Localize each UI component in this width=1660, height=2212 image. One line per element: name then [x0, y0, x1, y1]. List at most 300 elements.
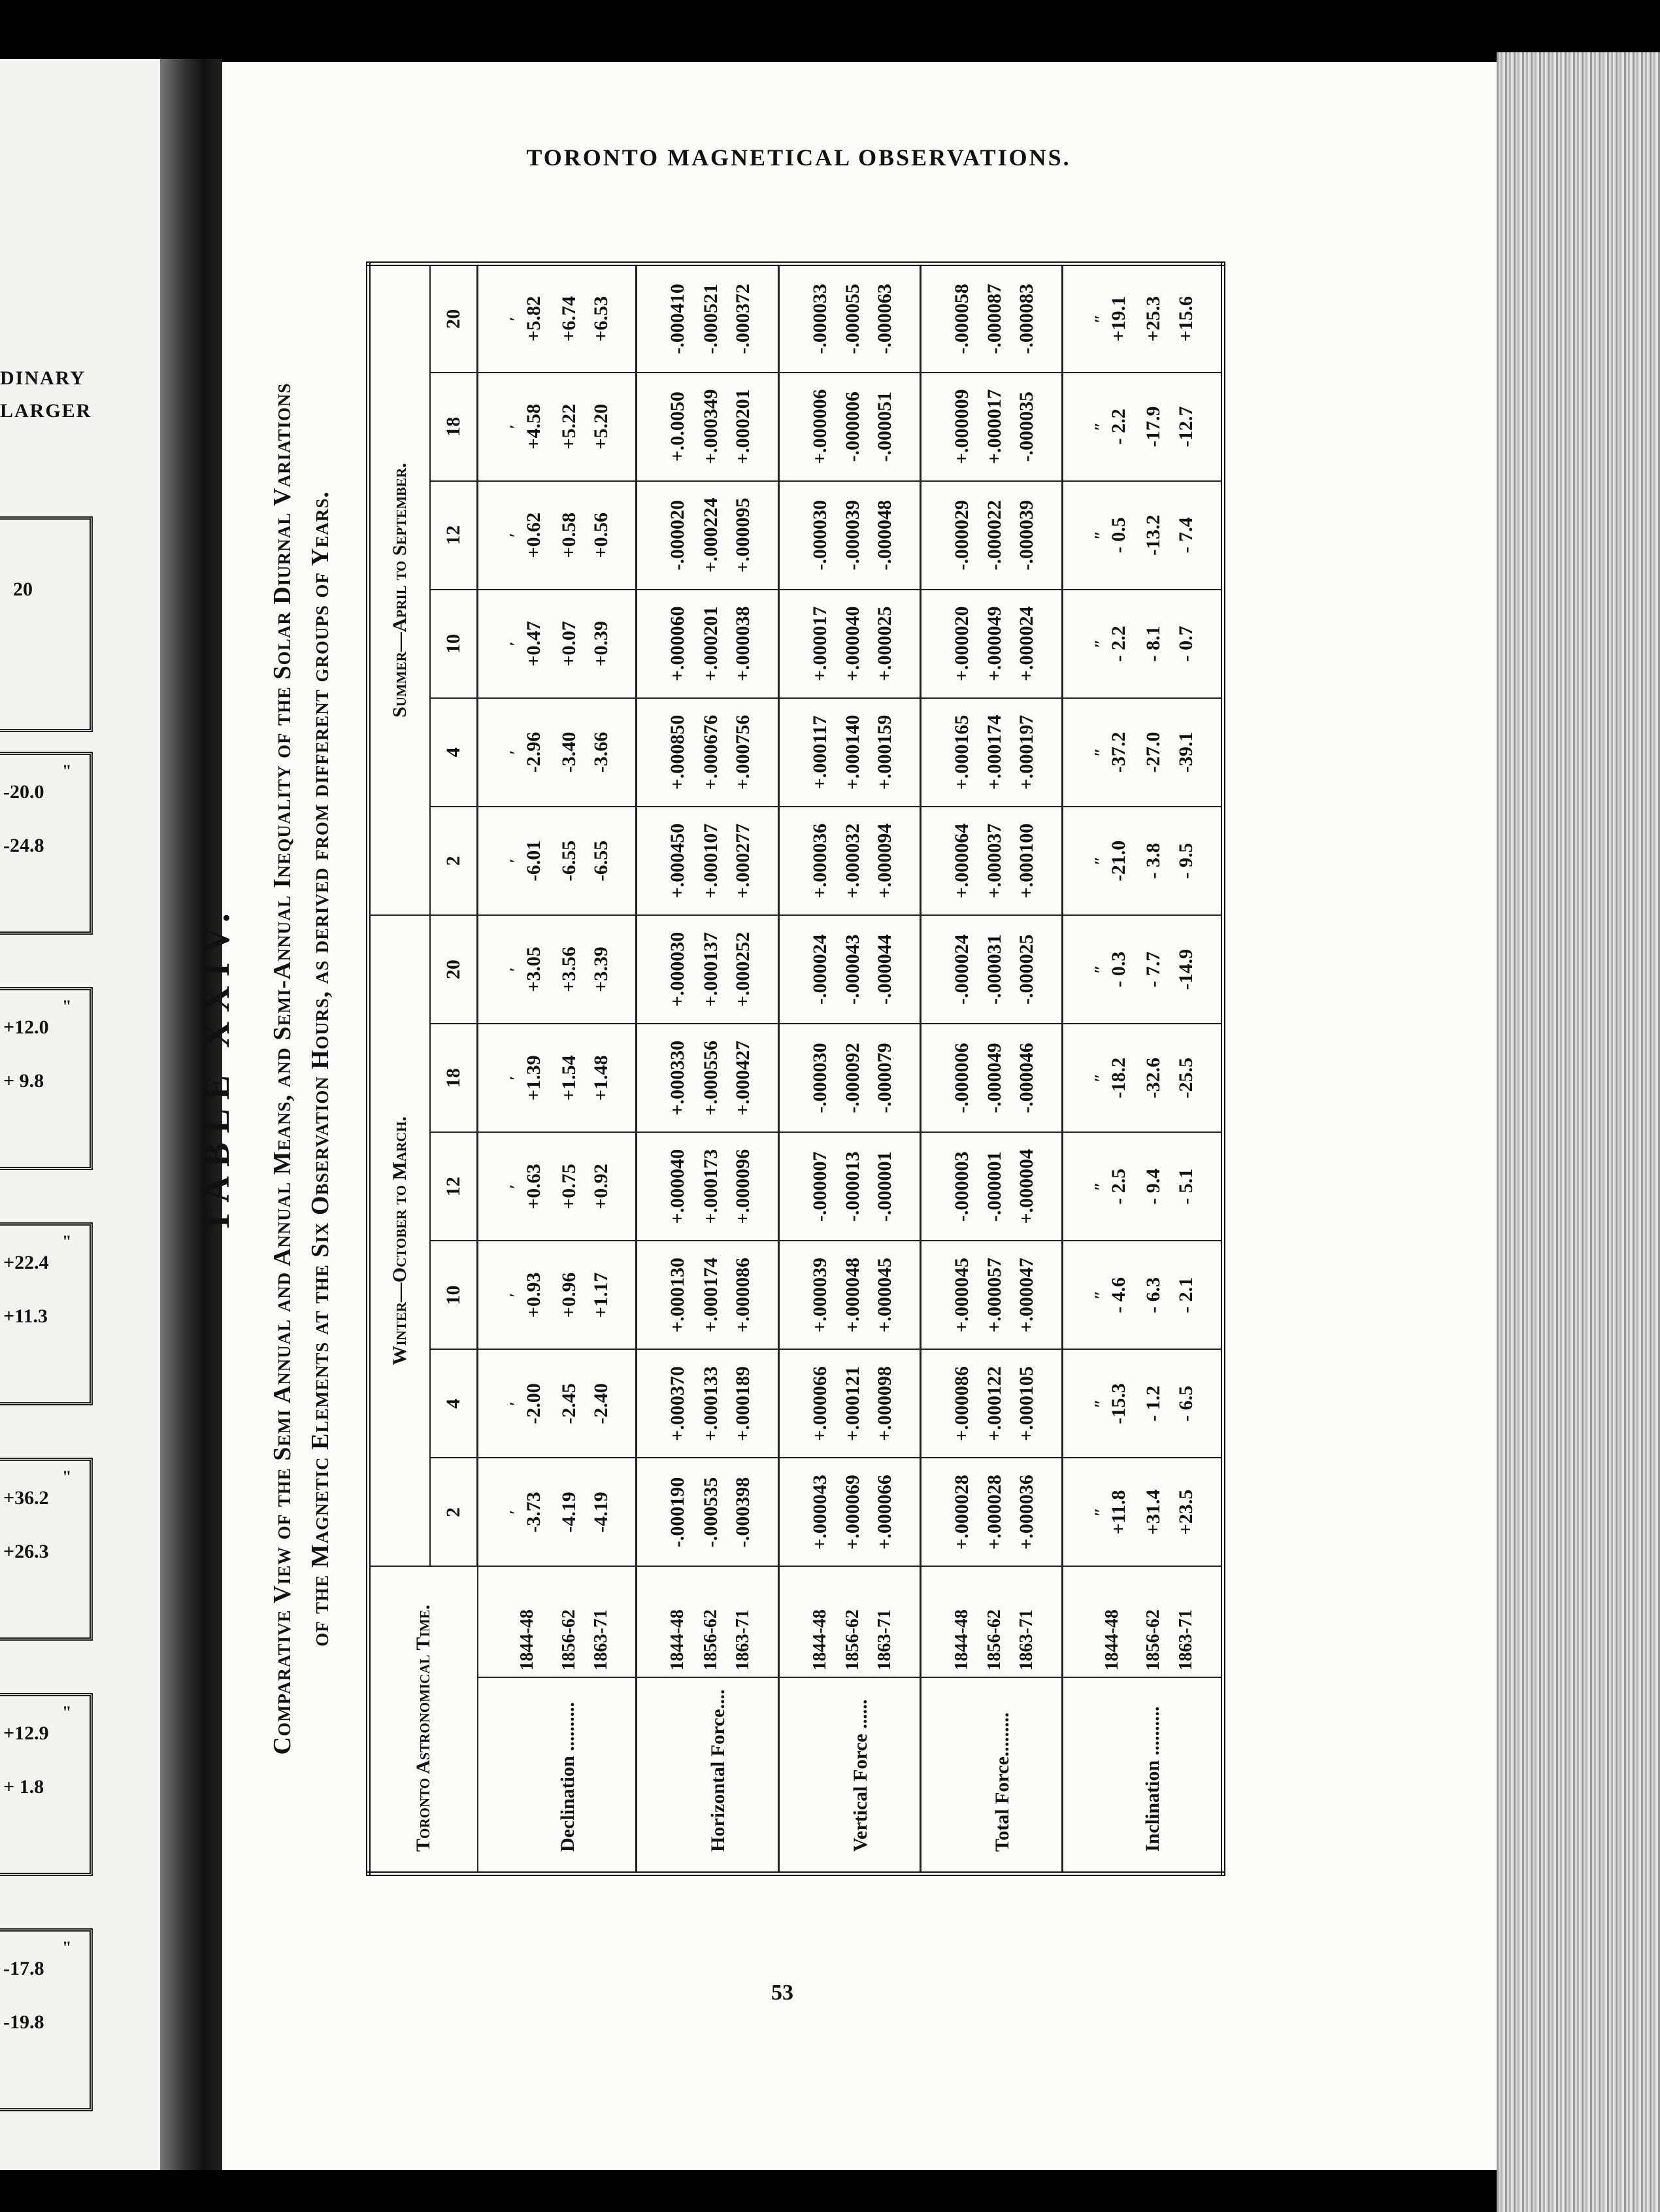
value-text: - 2.5: [1107, 1168, 1129, 1205]
table-row: [1009, 264, 1062, 1874]
value-text: - 1.2: [1142, 1385, 1165, 1422]
value-cell: [554, 481, 584, 590]
value-text: +.000038: [731, 606, 754, 682]
left-page-column-label: 20: [13, 578, 33, 600]
value-text: +.000277: [731, 823, 754, 899]
value-text: +.000043: [808, 1475, 831, 1550]
value-cell: [1169, 698, 1223, 807]
value-cell: [584, 1132, 637, 1241]
value-text: -.000020: [667, 500, 689, 571]
value-text: +.000121: [841, 1366, 863, 1441]
value-text: +1.48: [589, 1055, 612, 1101]
element-name: Declination ..........: [478, 1678, 637, 1874]
value-text: - 0.5: [1107, 517, 1129, 554]
value-cell: [980, 915, 1010, 1024]
value-text: +.000069: [841, 1475, 863, 1550]
hour-header: 12: [430, 481, 478, 590]
value-text: +0.93: [523, 1272, 545, 1318]
value-cell: [980, 1241, 1010, 1349]
unit-mark: ″: [1091, 1290, 1110, 1300]
period-label: 1863-71: [1169, 1567, 1223, 1678]
value-text: +.000850: [667, 714, 689, 790]
value-text: -4.19: [557, 1492, 580, 1533]
value-text: - 7.4: [1174, 517, 1197, 554]
value-cell: [1062, 1458, 1139, 1566]
unit-mark: ″: [1091, 639, 1110, 649]
value-cell: [637, 1241, 696, 1349]
value-cell: [637, 1349, 696, 1458]
hour-header: 18: [430, 1024, 478, 1132]
value-cell: [920, 264, 980, 373]
value-text: +.000020: [950, 606, 972, 682]
value-cell: [920, 373, 980, 481]
table-row: [920, 264, 980, 1874]
value-cell: [696, 1132, 725, 1241]
value-cell: [867, 373, 920, 481]
hour-header: 4: [430, 1349, 478, 1458]
value-text: +.000030: [667, 931, 689, 1007]
left-page-box-unit-mark: ": [62, 1467, 72, 1486]
value-cell: [867, 1132, 920, 1241]
value-text: +.000095: [731, 497, 754, 573]
value-text: +.0.0050: [667, 392, 689, 462]
value-text: +0.92: [589, 1164, 612, 1210]
value-text: - 2.2: [1107, 409, 1129, 445]
value-text: - 5.1: [1174, 1168, 1197, 1205]
value-text: +0.56: [589, 512, 612, 558]
value-text: -.000031: [983, 934, 1005, 1005]
period-label: 1856-62: [554, 1567, 584, 1678]
left-page-box-value: -24.8: [3, 835, 44, 856]
value-text: +.000100: [1016, 823, 1038, 899]
value-cell: [867, 481, 920, 590]
table-row: [725, 264, 778, 1874]
value-text: -.000087: [983, 284, 1005, 354]
value-text: +11.8: [1107, 1490, 1129, 1535]
value-cell: [867, 1024, 920, 1132]
value-text: -18.2: [1107, 1057, 1129, 1099]
left-page-box-unit-mark: ": [62, 1703, 72, 1722]
value-text: +.000025: [873, 606, 895, 682]
left-page-box-unit-mark: ": [62, 1232, 72, 1251]
value-text: +0.63: [523, 1164, 545, 1210]
value-cell: [1139, 1024, 1169, 1132]
value-cell: [637, 373, 696, 481]
value-text: +0.07: [557, 621, 580, 667]
unit-mark: ′: [506, 641, 526, 646]
value-text: +.000159: [873, 714, 895, 790]
value-cell: [980, 1132, 1010, 1241]
value-cell: [778, 373, 838, 481]
value-text: +.000064: [950, 823, 972, 899]
value-cell: [1062, 481, 1139, 590]
value-cell: [1169, 1349, 1223, 1458]
value-text: +3.39: [589, 947, 612, 992]
value-text: +.000045: [873, 1258, 895, 1333]
value-cell: [584, 915, 637, 1024]
value-cell: [980, 1349, 1010, 1458]
value-cell: [1009, 807, 1062, 915]
page-edge-stack: [1497, 52, 1660, 2212]
value-text: +.000037: [983, 823, 1005, 899]
value-text: +5.22: [557, 403, 580, 450]
value-cell: [725, 373, 778, 481]
hour-header: 2: [430, 807, 478, 915]
left-page-box-unit-mark: ": [62, 997, 72, 1016]
value-text: -15.3: [1107, 1383, 1129, 1424]
value-text: +.000028: [950, 1475, 972, 1550]
value-cell: [838, 1349, 868, 1458]
value-text: -.000024: [808, 934, 831, 1005]
table-subtitle-line-1: Comparative View of the Semi Annual and Annual Means, and Semi-Annual Inequality of the Solar Diurnal Variations: [269, 382, 296, 1755]
value-cell: [867, 698, 920, 807]
value-text: -3.40: [557, 731, 580, 773]
value-text: +.000427: [731, 1040, 754, 1116]
unit-mark: ′: [506, 1292, 526, 1298]
left-page-box-value: -20.0: [3, 781, 44, 803]
value-text: -.000051: [873, 391, 895, 462]
value-cell: [696, 1241, 725, 1349]
unit-mark: ′: [506, 424, 526, 429]
value-cell: [838, 698, 868, 807]
value-text: -.000044: [873, 934, 895, 1005]
value-cell: [1062, 1024, 1139, 1132]
value-cell: [867, 590, 920, 698]
value-text: +31.4: [1142, 1489, 1165, 1535]
value-text: +4.58: [523, 403, 545, 450]
value-text: +.000197: [1016, 714, 1038, 790]
value-text: -.000063: [873, 284, 895, 354]
value-cell: [584, 481, 637, 590]
value-text: +.000137: [699, 931, 722, 1007]
value-text: -6.01: [523, 840, 545, 882]
unit-mark: ″: [1091, 1182, 1110, 1192]
value-text: -27.0: [1142, 731, 1165, 773]
value-text: +6.53: [589, 296, 612, 342]
period-label: 1856-62: [696, 1567, 725, 1678]
value-cell: [1009, 915, 1062, 1024]
table-row: [867, 264, 920, 1874]
table-row: [584, 264, 637, 1874]
value-text: - 8.1: [1142, 626, 1165, 662]
value-text: -.000001: [873, 1151, 895, 1222]
value-text: +.000017: [983, 389, 1005, 464]
value-text: +.000117: [808, 715, 831, 790]
value-cell: [584, 373, 637, 481]
value-cell: [584, 698, 637, 807]
value-text: -.000046: [1016, 1043, 1038, 1113]
value-text: +.000173: [699, 1148, 722, 1224]
value-text: -.000006: [841, 391, 863, 462]
value-text: +.000066: [808, 1366, 831, 1441]
value-text: -2.40: [589, 1383, 612, 1424]
period-label: 1856-62: [980, 1567, 1010, 1678]
left-page-box: [0, 752, 93, 935]
value-cell: [554, 915, 584, 1024]
hour-header: 20: [430, 264, 478, 373]
value-cell: [920, 481, 980, 590]
unit-mark: ″: [1091, 747, 1110, 758]
value-text: +.000039: [808, 1258, 831, 1333]
value-text: - 7.7: [1142, 951, 1165, 988]
hour-header: 12: [430, 1132, 478, 1241]
value-text: +.000060: [667, 606, 689, 682]
rotated-table-block: [190, 248, 1248, 1889]
value-cell: [1169, 1241, 1223, 1349]
value-cell: [980, 373, 1010, 481]
value-cell: [920, 698, 980, 807]
value-text: +.000349: [699, 389, 722, 464]
value-cell: [1062, 373, 1139, 481]
unit-mark: ″: [1091, 856, 1110, 866]
unit-mark: ″: [1091, 314, 1110, 324]
value-text: -6.55: [589, 840, 612, 882]
value-cell: [1009, 1458, 1062, 1566]
header-winter: Winter—October to March.: [369, 915, 431, 1566]
value-cell: [838, 590, 868, 698]
value-cell: [1169, 1132, 1223, 1241]
value-cell: [584, 1241, 637, 1349]
unit-mark: ′: [506, 1509, 526, 1515]
value-cell: [725, 1132, 778, 1241]
value-text: +.000133: [699, 1366, 722, 1441]
left-page-box-value: -19.8: [3, 2011, 44, 2033]
value-text: -.000083: [1016, 284, 1038, 354]
value-text: -.000033: [808, 284, 831, 354]
table-title: TABLE XXIV.: [197, 904, 237, 1233]
left-page-box: [0, 1693, 93, 1876]
period-label: 1844-48: [1062, 1567, 1139, 1678]
value-cell: [838, 373, 868, 481]
value-text: -2.96: [523, 731, 545, 773]
value-cell: [478, 1132, 555, 1241]
value-cell: [1139, 1132, 1169, 1241]
left-page-box-value: +26.3: [3, 1541, 49, 1562]
value-cell: [1062, 1132, 1139, 1241]
value-text: +.000036: [1016, 1475, 1038, 1550]
value-text: - 3.8: [1142, 843, 1165, 879]
value-cell: [554, 1349, 584, 1458]
period-label: 1856-62: [1139, 1567, 1169, 1678]
left-page-box-value: +12.9: [3, 1722, 49, 1744]
value-cell: [478, 1241, 555, 1349]
unit-mark: ″: [1091, 1399, 1110, 1409]
variations-table: [366, 261, 1225, 1876]
value-text: -4.19: [589, 1492, 612, 1533]
value-cell: [1009, 264, 1062, 373]
value-cell: [1009, 1132, 1062, 1241]
value-text: +25.3: [1142, 296, 1165, 342]
value-text: +.000105: [1016, 1366, 1038, 1441]
value-text: -14.9: [1174, 948, 1197, 990]
value-text: - 9.4: [1142, 1168, 1165, 1205]
value-cell: [725, 590, 778, 698]
value-cell: [1139, 373, 1169, 481]
value-text: +.000189: [731, 1366, 754, 1441]
value-text: +.000028: [983, 1475, 1005, 1550]
value-cell: [1169, 264, 1223, 373]
value-cell: [1062, 1241, 1139, 1349]
value-cell: [980, 264, 1010, 373]
value-cell: [1139, 698, 1169, 807]
value-cell: [1139, 915, 1169, 1024]
header-summer: Summer—April to September.: [369, 264, 431, 916]
unit-mark: ″: [1091, 964, 1110, 975]
value-text: +6.74: [557, 296, 580, 342]
value-text: -.000039: [841, 500, 863, 571]
value-cell: [478, 698, 555, 807]
value-cell: [920, 1241, 980, 1349]
table-row: [778, 264, 838, 1874]
value-cell: [1009, 373, 1062, 481]
value-text: -.000007: [808, 1151, 831, 1222]
value-cell: [696, 1349, 725, 1458]
left-page-box-value: +12.0: [3, 1016, 49, 1038]
value-text: - 0.3: [1107, 951, 1129, 988]
value-cell: [696, 915, 725, 1024]
value-text: +.000040: [667, 1148, 689, 1224]
value-text: -2.45: [557, 1383, 580, 1424]
unit-mark: ′: [506, 533, 526, 538]
element-name: Horizontal Force....: [637, 1678, 778, 1874]
value-cell: [778, 1458, 838, 1566]
value-text: +.000201: [731, 389, 754, 464]
value-text: -25.5: [1174, 1057, 1197, 1099]
value-cell: [838, 1024, 868, 1132]
value-cell: [696, 481, 725, 590]
value-cell: [920, 1132, 980, 1241]
unit-mark: ′: [506, 1184, 526, 1189]
period-label: 1844-48: [778, 1567, 838, 1678]
value-text: +.000032: [841, 823, 863, 899]
value-cell: [867, 807, 920, 915]
value-text: -.000030: [808, 500, 831, 571]
value-cell: [554, 1132, 584, 1241]
value-text: +.000086: [731, 1258, 754, 1333]
value-text: - 2.1: [1174, 1277, 1197, 1313]
table-row: [980, 264, 1010, 1874]
value-text: -6.55: [557, 840, 580, 882]
value-text: +.000224: [699, 497, 722, 573]
left-page-box-value: + 9.8: [3, 1070, 44, 1092]
value-cell: [778, 264, 838, 373]
value-cell: [637, 590, 696, 698]
hour-header: 20: [430, 915, 478, 1024]
value-cell: [584, 1349, 637, 1458]
element-name: Vertical Force ......: [778, 1678, 920, 1874]
value-text: +1.54: [557, 1055, 580, 1101]
value-cell: [980, 698, 1010, 807]
value-text: - 0.7: [1174, 626, 1197, 662]
value-text: +.000140: [841, 714, 863, 790]
value-text: -.000372: [731, 284, 754, 354]
value-text: -21.0: [1107, 840, 1129, 882]
value-text: -13.2: [1142, 514, 1165, 556]
value-cell: [637, 264, 696, 373]
value-text: +.000036: [808, 823, 831, 899]
value-text: +.000006: [808, 389, 831, 464]
value-cell: [554, 1241, 584, 1349]
value-cell: [725, 698, 778, 807]
value-text: +1.39: [523, 1055, 545, 1101]
value-cell: [725, 1458, 778, 1566]
value-text: +0.75: [557, 1164, 580, 1210]
value-cell: [920, 1458, 980, 1566]
value-cell: [637, 1024, 696, 1132]
value-text: +.000004: [1016, 1148, 1038, 1224]
value-text: +.000047: [1016, 1258, 1038, 1333]
hour-header: 10: [430, 590, 478, 698]
value-cell: [478, 1349, 555, 1458]
value-cell: [1139, 1241, 1169, 1349]
left-page-header-line-1: DINARY: [0, 367, 86, 389]
left-page-box-value: +11.3: [3, 1305, 48, 1327]
value-cell: [867, 915, 920, 1024]
value-cell: [1009, 698, 1062, 807]
value-text: -.000190: [667, 1477, 689, 1548]
value-text: +5.82: [523, 296, 545, 342]
value-text: +.000098: [873, 1366, 895, 1441]
value-cell: [696, 1458, 725, 1566]
value-cell: [838, 264, 868, 373]
value-cell: [478, 481, 555, 590]
value-text: +19.1: [1107, 296, 1129, 342]
hour-header: 4: [430, 698, 478, 807]
table-row: [696, 264, 725, 1874]
unit-mark: ″: [1091, 1073, 1110, 1083]
table-subtitle-line-2: of the Magnetic Elements at the Six Observation Hours, as derived from different groups of Years.: [307, 491, 334, 1647]
value-text: +0.58: [557, 512, 580, 558]
hour-header: 18: [430, 373, 478, 481]
value-cell: [554, 1458, 584, 1566]
left-page-box-unit-mark: ": [62, 1938, 72, 1957]
value-text: -.000025: [1016, 934, 1038, 1005]
value-text: -.000030: [808, 1043, 831, 1113]
page-number: 53: [771, 1981, 793, 2005]
value-text: -.000398: [731, 1477, 754, 1548]
value-cell: [778, 1241, 838, 1349]
value-cell: [1139, 1458, 1169, 1566]
value-cell: [838, 1458, 868, 1566]
value-cell: [478, 1024, 555, 1132]
value-text: -.000001: [983, 1151, 1005, 1222]
period-label: 1863-71: [725, 1567, 778, 1678]
value-text: -.000022: [983, 500, 1005, 571]
value-cell: [1062, 698, 1139, 807]
value-text: +.000174: [983, 714, 1005, 790]
period-label: 1856-62: [838, 1567, 868, 1678]
value-text: +0.96: [557, 1272, 580, 1318]
value-text: +.000049: [983, 606, 1005, 682]
value-cell: [1009, 1241, 1062, 1349]
value-cell: [920, 590, 980, 698]
unit-mark: ′: [506, 1075, 526, 1081]
value-text: -.000521: [699, 284, 722, 354]
value-cell: [725, 915, 778, 1024]
hour-header: 2: [430, 1458, 478, 1566]
value-text: +.000017: [808, 606, 831, 682]
value-text: -12.7: [1174, 406, 1197, 447]
value-text: +.000086: [950, 1366, 972, 1441]
value-text: - 9.5: [1174, 843, 1197, 879]
value-text: -.000049: [983, 1043, 1005, 1113]
period-label: 1863-71: [1009, 1567, 1062, 1678]
period-label: 1844-48: [637, 1567, 696, 1678]
left-page-column-box: [0, 516, 93, 732]
value-cell: [696, 590, 725, 698]
left-page-box-unit-mark: ": [62, 762, 72, 780]
value-text: +.000096: [731, 1148, 754, 1224]
